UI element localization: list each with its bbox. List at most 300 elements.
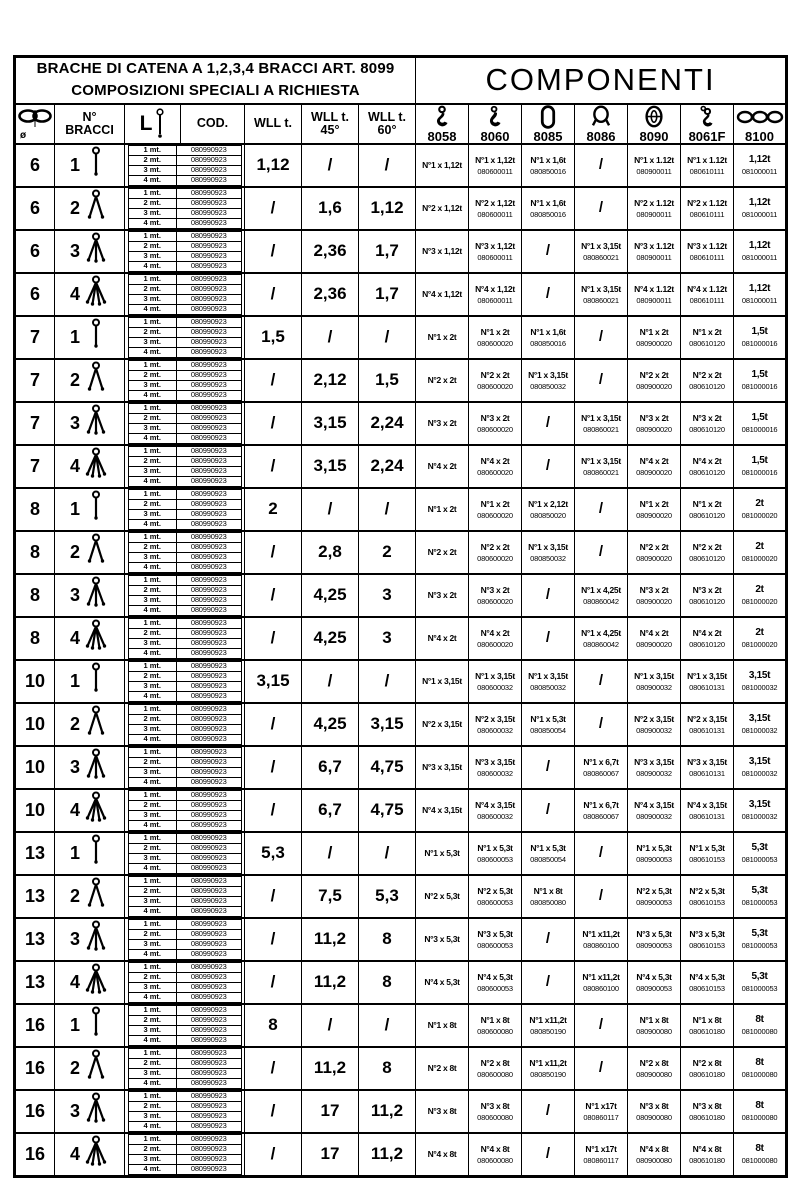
diameter-cell: 13 — [15, 918, 55, 961]
length-subrow — [128, 423, 241, 433]
component-qty: N°2 x 3,15t — [422, 719, 462, 729]
length-cod-cell — [125, 789, 245, 832]
component-cell-8061F — [681, 187, 734, 230]
length-value: 4 mt. — [128, 734, 176, 744]
component-qty: N°1 x 3,15t — [475, 670, 515, 681]
length-subrow — [128, 595, 241, 605]
component-cod: 080860042 — [583, 639, 619, 649]
length-value: 3 mt. — [128, 681, 176, 691]
component-cod: 080900053 — [636, 897, 672, 907]
length-value: 4 mt. — [128, 1078, 176, 1088]
length-cod-value: 080990923 — [176, 585, 241, 595]
sling-4-leg-icon — [83, 1135, 109, 1173]
component-qty: N°4 x 5,3t — [636, 971, 672, 982]
wll-45-cell: 1,6 — [302, 187, 359, 230]
component-cell-8086 — [575, 832, 628, 875]
length-subrow — [128, 820, 241, 830]
wll-cell: / — [245, 746, 302, 789]
length-subrow — [128, 853, 241, 863]
bracci-column-header: N° BRACCI — [55, 104, 125, 144]
component-qty: / — [545, 801, 551, 818]
length-subrow — [128, 231, 241, 241]
length-cod-value: 080990923 — [176, 1154, 241, 1164]
component-qty: / — [598, 199, 604, 216]
component-cod: 080610120 — [689, 467, 725, 477]
length-cod-value: 080990923 — [176, 403, 241, 413]
length-cod-cell — [125, 703, 245, 746]
component-qty: N°1 x 8t — [692, 1014, 722, 1025]
length-cod-subtable — [128, 446, 242, 487]
wll-60-cell: / — [359, 832, 416, 875]
component-cell-8086 — [575, 359, 628, 402]
length-cod-subtable — [128, 403, 242, 444]
length-value: 2 mt. — [128, 886, 176, 896]
component-qty: N°1 x 2t — [639, 326, 669, 337]
sling-2-leg-icon — [83, 189, 109, 227]
length-subrow — [128, 218, 241, 228]
component-qty: / — [545, 414, 551, 431]
component-qty: N°1 x 3,15t — [528, 541, 568, 552]
length-cod-value: 080990923 — [176, 605, 241, 615]
bracci-wrap — [55, 834, 124, 872]
bracci-wrap — [55, 1135, 124, 1173]
length-cod-value: 080990923 — [176, 1091, 241, 1101]
component-cod: 080600053 — [477, 854, 513, 864]
component-column-header-8061F: 8061F — [681, 104, 734, 144]
component-cod: 081000032 — [741, 725, 778, 735]
length-cod-cell — [125, 918, 245, 961]
length-cod-subtable — [128, 1091, 242, 1132]
length-cod-value: 080990923 — [176, 423, 241, 433]
length-subrow — [128, 1154, 241, 1164]
bracci-count: 2 — [69, 541, 80, 562]
component-qty: N°3 x 1,12t — [422, 246, 462, 256]
table-row — [15, 875, 787, 918]
component-cell-8061F — [681, 531, 734, 574]
component-cod: 080900080 — [636, 1069, 672, 1079]
length-cod-value: 080990923 — [176, 380, 241, 390]
component-qty: N°4 x 2t — [480, 627, 510, 638]
table-row — [15, 617, 787, 660]
component-qty: / — [545, 586, 551, 603]
component-cell-8060 — [469, 875, 522, 918]
component-cell-8058 — [416, 531, 469, 574]
length-cod-value: 080990923 — [176, 208, 241, 218]
bracci-cell — [55, 316, 125, 359]
length-subrow — [128, 489, 241, 499]
length-value: 3 mt. — [128, 767, 176, 777]
bracci-wrap — [55, 490, 124, 528]
wll-60-cell: 3 — [359, 617, 416, 660]
wll-60-cell: 11,2 — [359, 1090, 416, 1133]
component-qty: N°1 x 3,15t — [687, 670, 727, 681]
component-cell-8058 — [416, 1090, 469, 1133]
component-qty: N°1 x 1,6t — [530, 197, 566, 208]
component-qty: N°4 x 3,15t — [422, 805, 462, 815]
length-cod-subtable — [128, 876, 242, 917]
length-value: 1 mt. — [128, 188, 176, 198]
length-cod-value: 080990923 — [176, 982, 241, 992]
table-row — [15, 402, 787, 445]
length-value: 1 mt. — [128, 1048, 176, 1058]
component-qty: N°1 x 3,15t — [581, 412, 621, 423]
component-column-header-8058: 8058 — [416, 104, 469, 144]
component-qty: 1,5t — [751, 368, 768, 380]
wll-cell: / — [245, 1133, 302, 1177]
length-value: 1 mt. — [128, 360, 176, 370]
length-value: 3 mt. — [128, 939, 176, 949]
component-qty: N°2 x 1,12t — [422, 203, 462, 213]
wll-60-cell: 2 — [359, 531, 416, 574]
component-qty: 1,5t — [751, 454, 768, 466]
length-cod-cell — [125, 316, 245, 359]
component-qty: N°3 x 1,12t — [475, 240, 515, 251]
component-cod: 080900053 — [636, 854, 672, 864]
component-cell-8086 — [575, 316, 628, 359]
component-cell-8061F — [681, 316, 734, 359]
component-cell-8090 — [628, 789, 681, 832]
bracci-count: 2 — [69, 885, 80, 906]
length-subrow — [128, 949, 241, 959]
bracci-count: 4 — [69, 799, 80, 820]
length-subrow — [128, 929, 241, 939]
component-cell-8085 — [522, 531, 575, 574]
length-cod-value: 080990923 — [176, 294, 241, 304]
wll-45-cell: 2,8 — [302, 531, 359, 574]
component-cell-8086 — [575, 875, 628, 918]
length-cod-value: 080990923 — [176, 648, 241, 658]
diameter-cell: 6 — [15, 187, 55, 230]
diameter-cell: 16 — [15, 1090, 55, 1133]
component-qty: N°2 x 2t — [480, 541, 510, 552]
eye-hook-icon — [482, 105, 508, 129]
component-cod: 080610131 — [689, 768, 725, 778]
component-qty: N°1 x 3,15t — [581, 240, 621, 251]
component-cell-8085 — [522, 230, 575, 273]
component-qty: N°1 x 1,6t — [530, 326, 566, 337]
component-qty: N°1 x 5,3t — [424, 848, 460, 858]
length-cod-value: 080990923 — [176, 1015, 241, 1025]
length-cod-value: 080990923 — [176, 433, 241, 443]
length-cod-value: 080990923 — [176, 876, 241, 886]
length-subrow — [128, 638, 241, 648]
component-cell-8085 — [522, 574, 575, 617]
component-cell-8090 — [628, 617, 681, 660]
length-subrow — [128, 1005, 241, 1015]
wll-cell: / — [245, 187, 302, 230]
component-cell-8085 — [522, 660, 575, 703]
component-qty: 1,12t — [748, 239, 771, 251]
length-cod-value: 080990923 — [176, 360, 241, 370]
component-cell-8058 — [416, 617, 469, 660]
length-cod-subtable — [128, 790, 242, 831]
length-value: 4 mt. — [128, 820, 176, 830]
length-cod-value: 080990923 — [176, 714, 241, 724]
component-qty: N°2 x 2t — [480, 369, 510, 380]
component-cell-8085 — [522, 1047, 575, 1090]
length-value: 2 mt. — [128, 542, 176, 552]
wll-cell: 1,12 — [245, 144, 302, 187]
wll-45-cell: 3,15 — [302, 445, 359, 488]
component-qty: N°1 x 1,12t — [422, 160, 462, 170]
wll-cell: 1,5 — [245, 316, 302, 359]
component-cod: 080610180 — [689, 1069, 725, 1079]
length-subrow — [128, 982, 241, 992]
length-cod-value: 080990923 — [176, 939, 241, 949]
length-subrow — [128, 413, 241, 423]
component-cell-8058 — [416, 273, 469, 316]
length-subrow — [128, 681, 241, 691]
length-value: 3 mt. — [128, 638, 176, 648]
component-qty: N°3 x 5,3t — [477, 928, 513, 939]
component-cell-8058 — [416, 187, 469, 230]
bracci-count: 1 — [69, 154, 80, 175]
diameter-cell: 6 — [15, 230, 55, 273]
component-qty: 2t — [755, 497, 764, 509]
component-cell-8100 — [734, 574, 787, 617]
component-cell-8086 — [575, 144, 628, 187]
bracci-count: 2 — [69, 1057, 80, 1078]
component-cell-8058 — [416, 316, 469, 359]
component-qty: N°4 x 2t — [692, 627, 722, 638]
bracci-wrap — [55, 275, 124, 313]
length-value: 3 mt. — [128, 724, 176, 734]
component-cod: 080600020 — [477, 553, 513, 563]
length-value: 1 mt. — [128, 231, 176, 241]
component-cell-8060 — [469, 316, 522, 359]
length-cod-value: 080990923 — [176, 724, 241, 734]
bracci-count: 4 — [69, 627, 80, 648]
wll-45-cell: 7,5 — [302, 875, 359, 918]
component-cell-8086 — [575, 918, 628, 961]
length-value: 2 mt. — [128, 456, 176, 466]
component-cell-8085 — [522, 445, 575, 488]
component-cod: 080610120 — [689, 381, 725, 391]
component-cod: 080850032 — [530, 381, 566, 391]
bracci-count: 1 — [69, 670, 80, 691]
component-cell-8086 — [575, 488, 628, 531]
component-cell-8090 — [628, 1133, 681, 1177]
bracci-cell — [55, 746, 125, 789]
table-row — [15, 918, 787, 961]
component-cod: 080850016 — [530, 209, 566, 219]
wll-60-cell: 1,5 — [359, 359, 416, 402]
component-cod: 081000032 — [741, 682, 778, 692]
component-qty: N°2 x 5,3t — [424, 891, 460, 901]
component-qty: N°4 x 2t — [639, 455, 669, 466]
component-cell-8060 — [469, 402, 522, 445]
component-cell-8100 — [734, 316, 787, 359]
length-value: 2 mt. — [128, 284, 176, 294]
component-cell-8085 — [522, 273, 575, 316]
length-subrow — [128, 863, 241, 873]
component-cod: 080850016 — [530, 338, 566, 348]
component-cod: 080610153 — [689, 983, 725, 993]
component-cell-8086 — [575, 1090, 628, 1133]
length-subrow — [128, 542, 241, 552]
component-cell-8058 — [416, 961, 469, 1004]
component-cod: 080600011 — [477, 252, 513, 262]
component-cod: 081000016 — [741, 338, 778, 348]
diameter-cell: 10 — [15, 660, 55, 703]
component-cod: 080610180 — [689, 1026, 725, 1036]
component-qty: N°3 x 3,15t — [475, 756, 515, 767]
component-qty: / — [545, 930, 551, 947]
length-cod-value: 080990923 — [176, 929, 241, 939]
component-cod: 080900032 — [636, 811, 672, 821]
component-cod: 080600053 — [477, 897, 513, 907]
wll-60-cell: 8 — [359, 918, 416, 961]
component-cod: 080900020 — [636, 553, 672, 563]
length-cod-value: 080990923 — [176, 671, 241, 681]
component-cell-8085 — [522, 746, 575, 789]
length-cod-value: 080990923 — [176, 734, 241, 744]
component-cell-8061F — [681, 1047, 734, 1090]
length-cod-subtable — [128, 1005, 242, 1046]
sling-3-leg-icon — [83, 1092, 109, 1130]
component-qty: N°3 x 1.12t — [634, 240, 674, 251]
component-qty: N°3 x 2t — [427, 590, 457, 600]
component-cell-8100 — [734, 1090, 787, 1133]
component-qty: N°4 x 8t — [639, 1143, 669, 1154]
length-cod-value: 080990923 — [176, 800, 241, 810]
diameter-cell: 7 — [15, 402, 55, 445]
component-qty: N°4 x 8t — [692, 1143, 722, 1154]
length-cod-subtable — [128, 274, 242, 315]
component-cod: 081000032 — [741, 768, 778, 778]
length-subrow — [128, 403, 241, 413]
component-qty: 5,3t — [751, 884, 768, 896]
length-cod-value: 080990923 — [176, 327, 241, 337]
component-qty: N°1 x 3,15t — [634, 670, 674, 681]
component-cod: 080900011 — [636, 252, 672, 262]
component-qty: N°1 x 5,3t — [530, 713, 566, 724]
bracci-cell — [55, 832, 125, 875]
component-qty: 3,15t — [748, 798, 771, 810]
component-cod: 080900020 — [636, 596, 672, 606]
component-qty: / — [598, 156, 604, 173]
component-cell-8061F — [681, 746, 734, 789]
component-cod: 080600080 — [477, 1026, 513, 1036]
length-value: 1 mt. — [128, 489, 176, 499]
diameter-cell: 8 — [15, 617, 55, 660]
length-value: 1 mt. — [128, 661, 176, 671]
component-cell-8090 — [628, 1004, 681, 1047]
bracci-wrap — [55, 1092, 124, 1130]
bracci-cell — [55, 1133, 125, 1177]
wll-cell: / — [245, 1047, 302, 1090]
bracci-wrap — [55, 361, 124, 399]
bracci-count: 1 — [69, 498, 80, 519]
component-qty: N°3 x 2t — [639, 412, 669, 423]
component-cell-8058 — [416, 832, 469, 875]
length-cod-value: 080990923 — [176, 251, 241, 261]
length-value: 4 mt. — [128, 347, 176, 357]
bracci-wrap — [55, 1006, 124, 1044]
length-subrow — [128, 648, 241, 658]
length-value: 4 mt. — [128, 691, 176, 701]
component-qty: N°3 x 1.12t — [687, 240, 727, 251]
length-cod-cell — [125, 359, 245, 402]
diameter-cell: 8 — [15, 488, 55, 531]
bracci-count: 2 — [69, 713, 80, 734]
vertical-sling-icon — [155, 108, 165, 140]
component-qty: N°2 x 1.12t — [687, 197, 727, 208]
length-cod-value: 080990923 — [176, 638, 241, 648]
component-cod: 080610120 — [689, 510, 725, 520]
length-subrow — [128, 390, 241, 400]
component-cod: 080900053 — [636, 983, 672, 993]
length-cod-value: 080990923 — [176, 509, 241, 519]
component-cod: 081000011 — [741, 166, 778, 176]
component-cell-8061F — [681, 875, 734, 918]
component-cod: 080860042 — [583, 596, 619, 606]
component-cell-8100 — [734, 230, 787, 273]
component-qty: N°4 x 8t — [480, 1143, 510, 1154]
length-cod-value: 080990923 — [176, 390, 241, 400]
component-cell-8085 — [522, 832, 575, 875]
length-subrow — [128, 714, 241, 724]
length-cod-value: 080990923 — [176, 575, 241, 585]
component-qty: N°1 x17t — [585, 1100, 617, 1111]
component-cell-8085 — [522, 961, 575, 1004]
wll-cell: / — [245, 918, 302, 961]
component-cod: 080600032 — [477, 725, 513, 735]
component-cell-8058 — [416, 746, 469, 789]
component-cell-8085 — [522, 144, 575, 187]
bracci-wrap — [55, 189, 124, 227]
length-cod-value: 080990923 — [176, 198, 241, 208]
component-qty: N°3 x 2t — [480, 412, 510, 423]
diameter-cell: 7 — [15, 359, 55, 402]
length-subrow — [128, 552, 241, 562]
component-qty: / — [598, 887, 604, 904]
wll-column-header: WLL t. — [245, 104, 302, 144]
length-value: 2 mt. — [128, 413, 176, 423]
length-subrow — [128, 886, 241, 896]
component-cell-8086 — [575, 531, 628, 574]
length-cod-subtable — [128, 919, 242, 960]
component-cod: 080900080 — [636, 1112, 672, 1122]
component-column-header-8090: 8090 — [628, 104, 681, 144]
component-cell-8060 — [469, 273, 522, 316]
length-cod-value: 080990923 — [176, 595, 241, 605]
wll-45-cell: / — [302, 144, 359, 187]
component-cod: 080860021 — [583, 424, 619, 434]
length-cod-cell — [125, 402, 245, 445]
component-cell-8100 — [734, 617, 787, 660]
component-cell-8086 — [575, 617, 628, 660]
component-cell-8085 — [522, 488, 575, 531]
component-qty: 5,3t — [751, 970, 768, 982]
component-cell-8061F — [681, 445, 734, 488]
length-value: 3 mt. — [128, 380, 176, 390]
component-cell-8085 — [522, 1133, 575, 1177]
length-subrow — [128, 1035, 241, 1045]
component-qty: N°1 x 4,25t — [581, 584, 621, 595]
length-cod-cell — [125, 617, 245, 660]
component-cod: 080610111 — [689, 166, 725, 176]
diameter-cell: 16 — [15, 1004, 55, 1047]
component-qty: N°1 x 8t — [427, 1020, 457, 1030]
component-cell-8100 — [734, 273, 787, 316]
wll-cell: / — [245, 531, 302, 574]
length-cod-value: 080990923 — [176, 542, 241, 552]
bracci-count: 4 — [69, 1143, 80, 1164]
component-cod: 080610131 — [689, 682, 725, 692]
sling-4-leg-icon — [83, 447, 109, 485]
wll-cell: / — [245, 703, 302, 746]
